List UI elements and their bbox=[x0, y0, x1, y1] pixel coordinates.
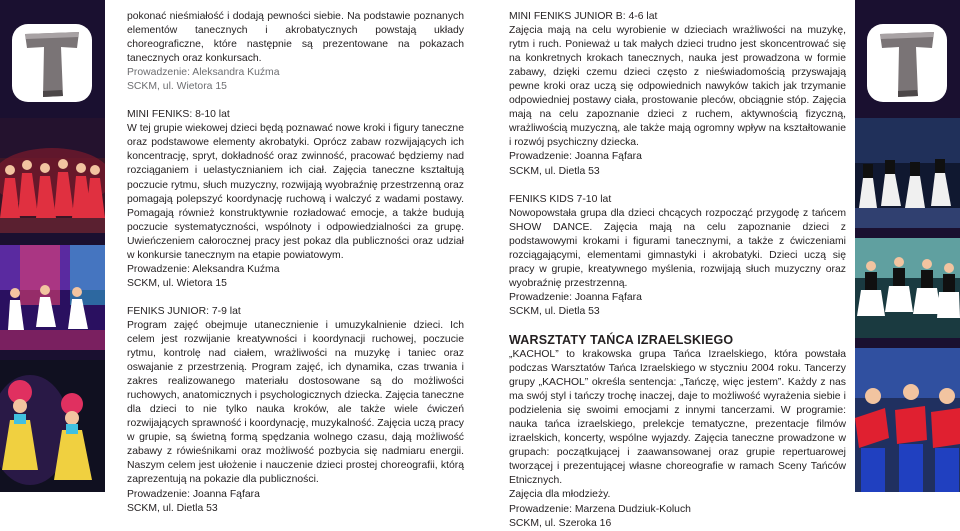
mini-feniks-junior-b-instructor: Prowadzenie: Joanna Fąfara bbox=[509, 151, 642, 163]
israeli-dance-workshop-title: WARSZTATY TAŃCA IZRAELSKIEGO bbox=[509, 332, 734, 347]
intro-place: SCKM, ul. Wietora 15 bbox=[127, 81, 227, 93]
feniks-kids-instructor: Prowadzenie: Joanna Fąfara bbox=[509, 291, 642, 303]
child-dancers-costumes-photo bbox=[0, 360, 105, 492]
left-text-column bbox=[127, 10, 464, 516]
feniks-junior-place: SCKM, ul. Dietla 53 bbox=[127, 502, 218, 514]
feniks-kids-body: Nowopowstała grupa dla dzieci chcących rozpocząć przygodę z tańcem SHOW DANCE. Zajęcia mają na celu zapoznanie dzieci z podstawowymi krokami i figurami tanecznymi, a także z ćwiczeniami rozciągającymi, elementami gimnastyki i akrobatyki. Dzieci uczą się pracy w grupie, kreatywnego myślenia, rozwijają słuch muzyczny oraz wyobraźnię przestrzenną. bbox=[509, 207, 846, 289]
israeli-dance-workshop-place: SCKM, ul. Szeroka 16 bbox=[509, 517, 612, 529]
left-photo-strip bbox=[0, 0, 105, 492]
logo-card bbox=[12, 24, 92, 102]
t-logo-icon bbox=[876, 28, 938, 98]
mini-feniks-title: MINI FENIKS: 8-10 lat bbox=[127, 109, 230, 121]
logo-card-right bbox=[867, 24, 947, 102]
mini-feniks-junior-b-place: SCKM, ul. Dietla 53 bbox=[509, 165, 600, 177]
mini-feniks-instructor: Prowadzenie: Aleksandra Kuźma bbox=[127, 263, 280, 275]
feniks-junior-body: Program zajęć obejmuje utanecznienie i umuzykalnienie dzieci. Ich celem jest rozwijanie kreatywności i koordynacji ruchowej, poczucie rytmu, kontrolę nad ciałem, wrażliwości na muzykę i taniec oraz oswajanie z przestrzenią. Program zajęć, ich dynamika, czas trwania i zakres realizowanego materiału dostosowane są do możliwości ruchowych, anatomicznych i psychologicznych dziecka. Zajęcia taneczne dla dzieci to nie tylko nauka kroków, ale także wiele ćwiczeń rozwijających sprawność i koordynację, muzykalność. Zajęcia uczą pracy w grupie, są świetną formą spędzania wolnego czasu, dają możliwość zabawy z rówieśnikami oraz możliwość pozbycia się nadmiaru energii. Naszym celem jest ułożenie i nauczenie dzieci prostej choreografii, którą zaprezentują na pokazie dla publiczności. bbox=[127, 319, 464, 486]
mini-feniks-junior-b-body: Zajęcia mają na celu wyrobienie w dzieciach wrażliwości na muzykę, rytm i ruch. Ponieważ u tak małych dzieci trudno jest skoncentrować się na konkretnych krokach tanecznych, nauka jest prowadzona w formie zabawy, dzięki czemu dzieci często z nieświadomością przyswajają pewne kroki oraz uczą się odpowiednich nawyków takich jak trzymanie odpowiedniej postawy ciała, prostowanie pleców, obciągnie stóp. Zajęcia mają na celu zapoznanie dzieci z ruchem, aktywnością fizyczną, wrażliwością muzyczną, ale także mają ogromny wpływ na kształtowanie i rozwój psychiczny dziecka. bbox=[509, 25, 846, 149]
israeli-dance-workshop-instructor: Prowadzenie: Marzena Dudziuk-Koluch bbox=[509, 503, 691, 515]
israeli-dance-workshop-audience: Zajęcia dla młodzieży. bbox=[509, 489, 611, 501]
dancers-blue-red-scarves-photo bbox=[855, 348, 960, 492]
dancers-red-costumes-photo bbox=[0, 118, 105, 233]
mini-feniks-body: W tej grupie wiekowej dzieci będą poznawać nowe kroki i figury taneczne oraz podstawowe elementy akrobatyki. Oprócz zabaw rozwijających ich koncentrację, spryt, dokładność oraz zwinność, pracować będziemy nad rozciąganiem i uelastycznianiem ich ciał. Zajęcia taneczne kształtują poczucie rytmu, słuch muzyczny, rozwijają wyobraźnię przestrzenną oraz pomagają polepszyć koordynację ruchową i walczyć z wadami postawy. Pomagają również konstruktywnie rozładować emocje, a także budują poczucie systematyczności, wspólnoty i odpowiedzialności za grupę. Uwieńczeniem całorocznej pracy jest pokaz dla publiczności oraz udział w konkursie tanecznym na etapie powiatowym. bbox=[127, 123, 464, 261]
t-logo-icon bbox=[21, 28, 83, 98]
feniks-junior-title: FENIKS JUNIOR: 7-9 lat bbox=[127, 305, 241, 317]
mini-feniks-junior-b-title: MINI FENIKS JUNIOR B: 4-6 lat bbox=[509, 11, 658, 22]
intro-paragraph: pokonać nieśmiałość i dodają pewności siebie. Na podstawie poznanych elementów tanecznych i akrobatycznych powstają układy choreograficzne, które następnie są prezentowane na pokazach tanecznych oraz konkursach. bbox=[127, 11, 464, 65]
feniks-junior-instructor: Prowadzenie: Joanna Fąfara bbox=[127, 488, 260, 500]
israeli-dance-workshop-body: „KACHOL” to krakowska grupa Tańca Izraelskiego, która powstała podczas Warsztatów Tańca Izraelskiego w styczniu 2004 roku. Tancerzy grupy „KACHOL” określa sentencja: „Tańczę, więc jestem”. Każdy z nas ma swój styl i tańczy trochę inaczej, daje to możliwość wyrażenia siebie i podzielenia się swoimi emocjami z innymi tancerzami. W programie: nauka tańca izraelskiego, prelekcje tematyczne, prezentacje filmów izraelskich, koncerty, wspólne wyjazdy. Zajęcia taneczne prowadzone w grupach: początkującej i zaawansowanej oraz grupie repertuarowej tworzącej i prezentującej własne choreografie w ramach Sceny Tańców Etnicznych. bbox=[509, 348, 846, 487]
right-photo-strip bbox=[855, 0, 960, 492]
dancers-stage-lights-photo bbox=[0, 245, 105, 350]
feniks-kids-place: SCKM, ul. Dietla 53 bbox=[509, 305, 600, 317]
intro-instructor: Prowadzenie: Aleksandra Kuźma bbox=[127, 67, 280, 79]
mini-feniks-place: SCKM, ul. Wietora 15 bbox=[127, 277, 227, 289]
dancers-stage-blue-photo bbox=[855, 118, 960, 228]
feniks-kids-title: FENIKS KIDS 7-10 lat bbox=[509, 193, 612, 205]
dancers-white-skirts-photo bbox=[855, 238, 960, 338]
right-text-column bbox=[509, 10, 846, 531]
